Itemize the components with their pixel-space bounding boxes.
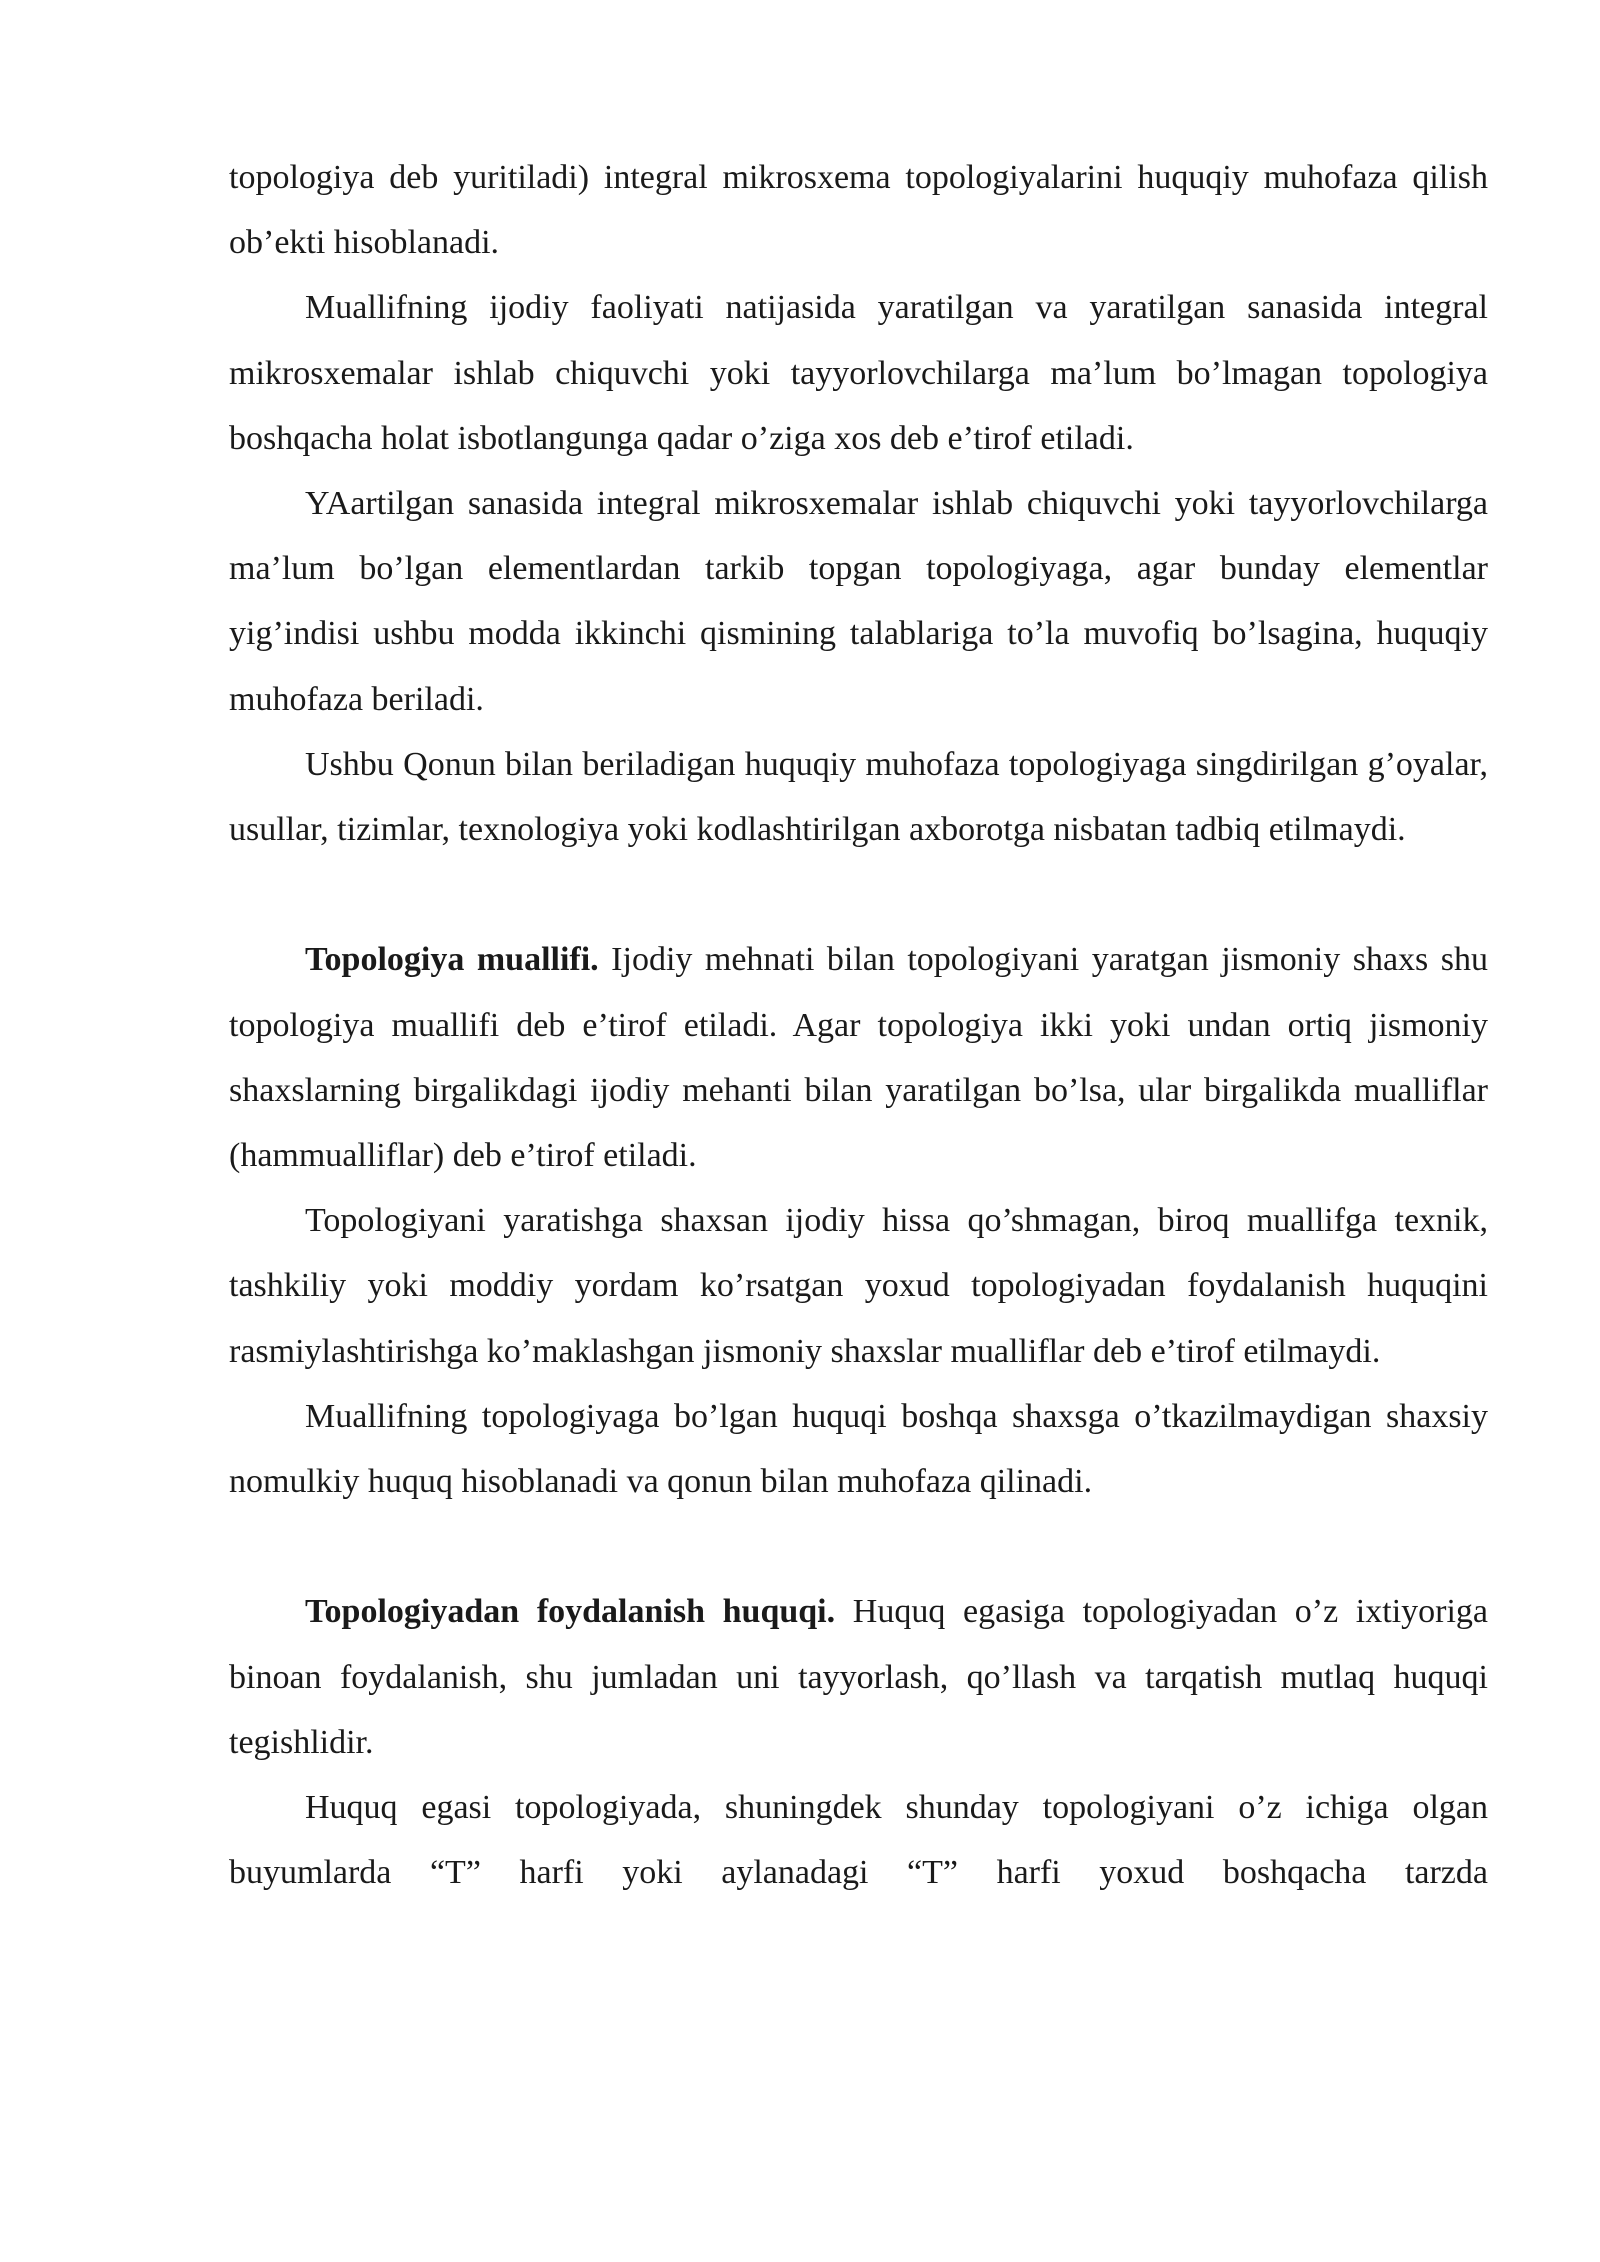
paragraph-spacer [229, 862, 1488, 927]
paragraph-continuation [229, 145, 1488, 275]
paragraph-personal-right [229, 1384, 1488, 1514]
section-heading: Topologiyadan foydalanish huquqi. [305, 1593, 836, 1631]
paragraph-topology-author [229, 927, 1488, 1188]
paragraph-known-elements [229, 471, 1488, 732]
paragraph-text: Ijodiy mehnati bilan topologiyani yaratgan jismoniy shaxs shu topologiya muallifi deb e’tirof etiladi. Agar topologiya ikki yoki undan ortiq jismoniy shaxslarning birgalikdagi ijodiy mehanti bilan yaratilgan bo’lsa, ular birgalikda mualliflar (hammualliflar) deb e’tirof etiladi. [229, 941, 1488, 1175]
paragraph-text: Muallifning ijodiy faoliyati natijasida yaratilgan va yaratilgan sanasida integral mikrosxemalar ishlab chiquvchi yoki tayyorlovchilarga ma’lum bo’lmagan topologiya boshqacha holat isbotlangunga qadar o’ziga xos deb e’tirof etiladi. [229, 289, 1488, 457]
paragraph-text: Ushbu Qonun bilan beriladigan huquqiy muhofaza topologiyaga singdirilgan g’oyalar, usullar, tizimlar, texnologiya yoki kodlashtirilgan axborotga nisbatan tadbiq etilmaydi. [229, 745, 1488, 849]
paragraph-non-authors [229, 1188, 1488, 1384]
paragraph-marking [229, 1775, 1488, 1905]
paragraph-text: Topologiyani yaratishga shaxsan ijodiy hissa qo’shmagan, biroq muallifga texnik, tashkiliy yoki moddiy yordam ko’rsatgan yoxud topologiyadan foydalanish huquqini rasmiylashtirishga ko’maklashgan jismoniy shaxslar mualliflar deb e’tirof etilmaydi. [229, 1202, 1488, 1370]
paragraph-spacer [229, 1514, 1488, 1579]
paragraph-protection-scope [229, 732, 1488, 862]
paragraph-text: YAartilgan sanasida integral mikrosxemalar ishlab chiquvchi yoki tayyorlovchilarga ma’lum bo’lgan elementlardan tarkib topgan topologiyaga, agar bunday elementlar yig’indisi ushbu modda ikkinchi qismining talablariga to’la muvofiq bo’lsagina, huquqiy muhofaza beriladi. [229, 485, 1488, 718]
document-body [229, 145, 1488, 1905]
paragraph-text: topologiya deb yuritiladi) integral mikrosxema topologiyalarini huquqiy muhofaza qilish ob’ekti hisoblanadi. [229, 159, 1488, 262]
paragraph-text: Huquq egasiga topologiyadan o’z ixtiyoriga binoan foydalanish, shu jumladan uni tayyorlash, qo’llash va tarqatish mutlaq huquqi tegishlidir. [229, 1593, 1489, 1761]
paragraph-usage-right [229, 1579, 1488, 1775]
paragraph-text: Huquq egasi topologiyada, shuningdek shunday topologiyani o’z ichiga olgan buyumlarda “T” harfi yoki aylanadagi “T” harfi yoxud boshqacha tarzda [229, 1789, 1488, 1892]
paragraph-originality [229, 275, 1488, 471]
section-heading: Topologiya muallifi. [305, 941, 599, 979]
paragraph-text: Muallifning topologiyaga bo’lgan huquqi boshqa shaxsga o’tkazilmaydigan shaxsiy nomulkiy huquq hisoblanadi va qonun bilan muhofaza qilinadi. [229, 1397, 1488, 1501]
